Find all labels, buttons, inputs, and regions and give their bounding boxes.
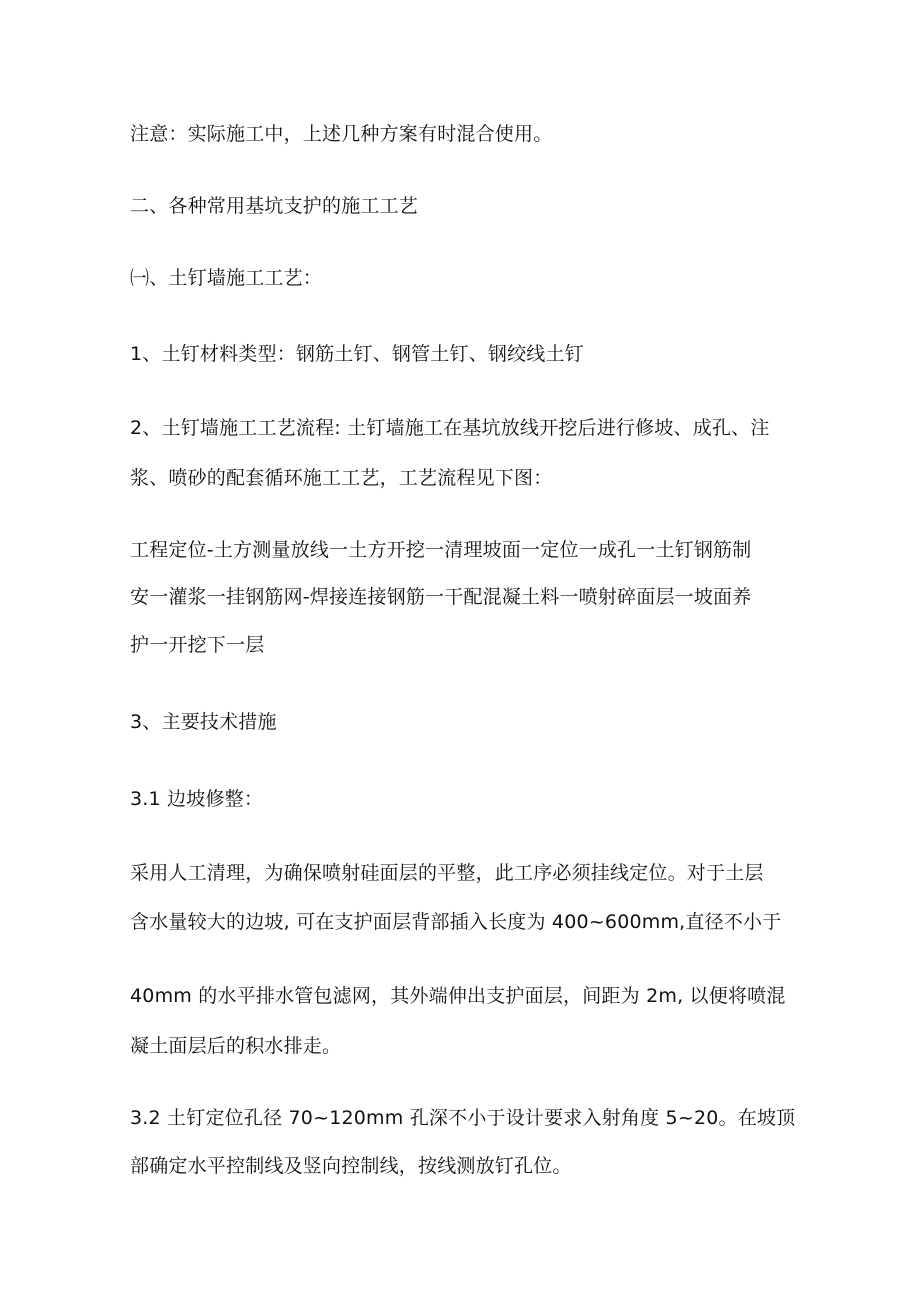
section-heading-2: 二、各种常用基坑支护的施工工艺 — [130, 195, 419, 217]
item-3-2-line-1: 3.2 土钉定位孔径 70~120mm 孔深不小于设计要求入射角度 5~20。在坡顶 — [130, 1107, 796, 1129]
item-1-materials: 1、土钉材料类型：钢筋土钉、钢管土钉、钢绞线土钉 — [130, 343, 584, 365]
workflow-line-2: 安一灌浆一挂钢筋网-焊接连接钢筋一干配混凝土料一喷射碎面层一坡面养 — [130, 586, 752, 608]
slope-trim-line-4: 凝土面层后的积水排走。 — [130, 1035, 342, 1057]
slope-trim-line-3: 40mm 的水平排水管包滤网，其外端伸出支护面层，间距为 2m, 以便将喷混 — [130, 985, 786, 1007]
slope-trim-line-2: 含水量较大的边坡, 可在支护面层背部插入长度为 400~600mm,直径不小于 — [130, 911, 782, 933]
item-3-1-heading: 3.1 边坡修整： — [130, 788, 264, 810]
item-3-heading: 3、主要技术措施 — [130, 711, 277, 733]
item-2-process-line-2: 浆、喷砂的配套循环施工工艺，工艺流程见下图： — [130, 467, 553, 489]
item-3-2-line-2: 部确定水平控制线及竖向控制线，按线测放钉孔位。 — [130, 1155, 572, 1177]
item-2-process-line-1: 2、土钉墙施工工艺流程: 土钉墙施工在基坑放线开挖后进行修坡、成孔、注 — [130, 417, 770, 439]
workflow-line-3: 护一开挖下一层 — [130, 634, 265, 656]
note-paragraph: 注意：实际施工中，上述几种方案有时混合使用。 — [130, 123, 553, 145]
slope-trim-line-1: 采用人工清理，为确保喷射硅面层的平整，此工序必须挂线定位。对于土层 — [130, 862, 764, 884]
subsection-heading-1: ㈠、土钉墙施工工艺： — [130, 267, 323, 289]
workflow-line-1: 工程定位-土方测量放线一土方开挖一清理坡面一定位一成孔一土钉钢筋制 — [130, 539, 752, 561]
